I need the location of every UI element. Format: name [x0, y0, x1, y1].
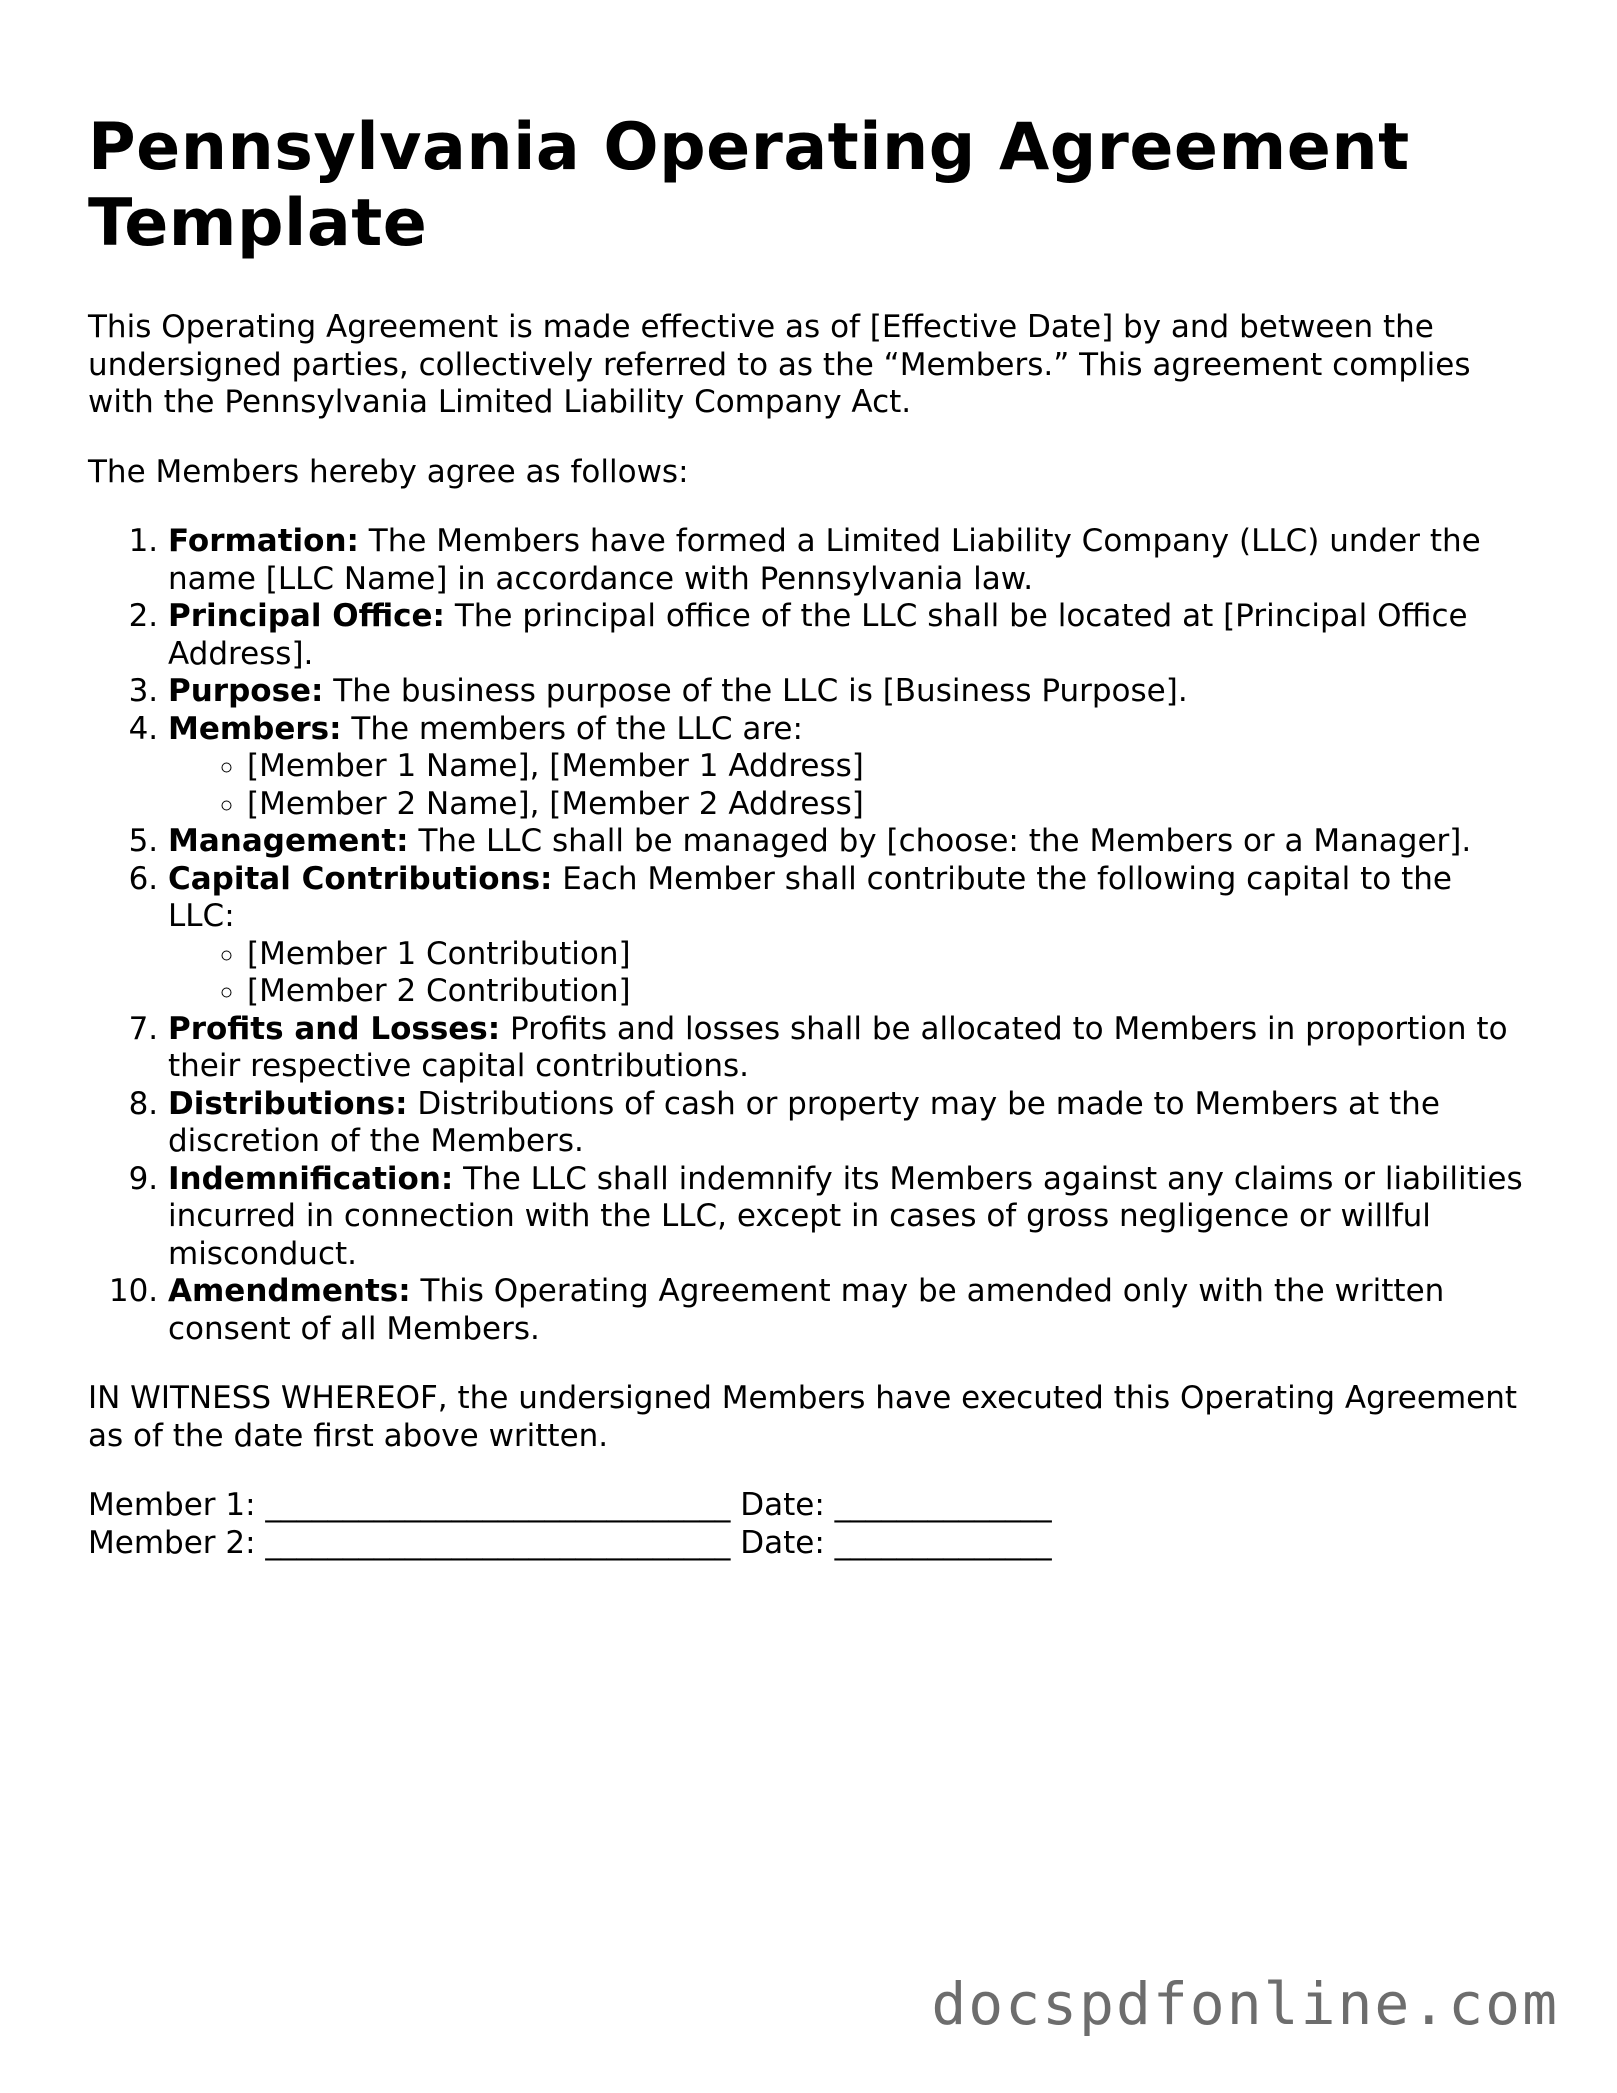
members-sublist [168, 748, 1528, 823]
clause-purpose [168, 673, 1528, 711]
clause-text: Profits and losses shall be allocated to Members in proportion to their respective capital contributions. [168, 1010, 1508, 1084]
watermark: docspdfonline.com [931, 1970, 1559, 2038]
clause-distributions [168, 1086, 1528, 1161]
clause-text: Distributions of cash or property may be made to Members at the discretion of the Members. [168, 1085, 1440, 1159]
clause-management [168, 823, 1528, 861]
sublist-item: ◦ [Member 2 Contribution] [247, 973, 1528, 1011]
contributions-sublist [168, 936, 1528, 1011]
clause-heading: Management: [168, 823, 409, 859]
clause-text: The members of the LLC are: [341, 710, 803, 747]
clause-heading: Distributions: [168, 1085, 408, 1122]
clause-amendments [168, 1273, 1528, 1348]
clause-heading: Principal Office: [168, 598, 445, 634]
clause-capital-contributions [168, 861, 1528, 1011]
clause-heading: Formation: [168, 523, 359, 559]
intro-paragraph: This Operating Agreement is made effective as of [Effective Date] by and between the undersigned parties, collectively referred to as the “Members.” This agreement complies with the Pennsylvania Limited Liability Company Act. [88, 309, 1471, 420]
clause-heading: Amendments: [168, 1273, 411, 1309]
clause-indemnification [168, 1161, 1528, 1274]
clause-heading: Members: [168, 710, 342, 747]
clause-formation [168, 523, 1528, 598]
clause-heading: Capital Contributions: [168, 860, 553, 897]
clause-text: The business purpose of the LLC is [Business Purpose]. [323, 673, 1188, 709]
document-title: Pennsylvania Operating Agreement Template [88, 110, 1410, 261]
sublist-item: ◦ [Member 2 Name], [Member 2 Address] [247, 786, 1528, 824]
signature-line-member-1: Member 1: ______________________________ Date: ______________ [88, 1487, 1052, 1523]
clause-heading: Purpose: [168, 673, 324, 709]
clause-text: The Members have formed a Limited Liability Company (LLC) under the name [LLC Name] in accordance with Pennsylvania law. [168, 523, 1481, 597]
witness-paragraph: IN WITNESS WHEREOF, the undersigned Members have executed this Operating Agreement as of the date first above written. [88, 1380, 1518, 1454]
clause-principal-office [168, 598, 1528, 673]
lead-paragraph: The Members hereby agree as follows: [88, 453, 689, 490]
signature-block [88, 1487, 1528, 1562]
clause-profits-losses [168, 1011, 1528, 1086]
clause-heading: Indemnification: [168, 1160, 454, 1197]
sublist-item: ◦ [Member 1 Name], [Member 1 Address] [247, 748, 1528, 786]
sublist-item: ◦ [Member 1 Contribution] [247, 936, 1528, 974]
clause-text: The LLC shall indemnify its Members against any claims or liabilities incurred in connection with the LLC, except in cases of gross negligence or willful misconduct. [168, 1160, 1523, 1272]
clause-list [88, 523, 1528, 1348]
signature-line-member-2: Member 2: ______________________________ Date: ______________ [88, 1524, 1052, 1561]
clause-text: The principal office of the LLC shall be located at [Principal Office Address]. [168, 598, 1468, 672]
clause-text: This Operating Agreement may be amended only with the written consent of all Members. [168, 1273, 1445, 1347]
clause-members [168, 711, 1528, 824]
clause-text: The LLC shall be managed by [choose: the Members or a Manager]. [408, 823, 1472, 859]
clause-text: Each Member shall contribute the following capital to the LLC: [168, 860, 1452, 934]
clause-heading: Profits and Losses: [168, 1010, 501, 1047]
document-page [88, 110, 1528, 1562]
